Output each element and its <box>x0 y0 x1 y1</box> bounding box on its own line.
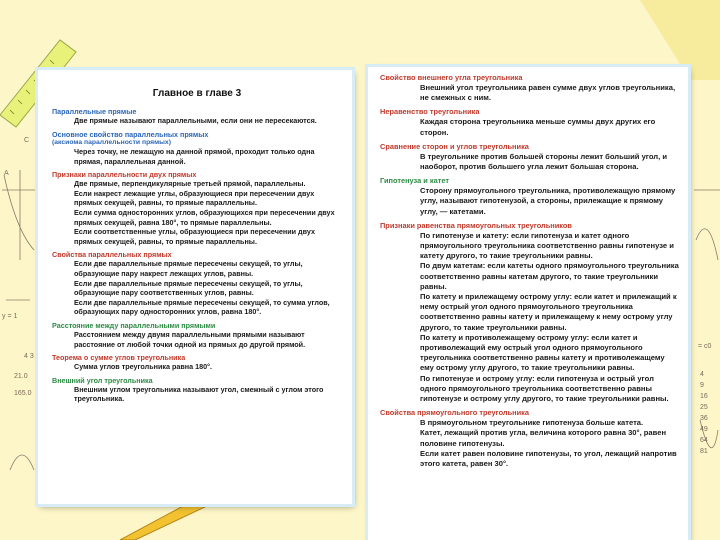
page-title: Главное в главе 3 <box>152 88 242 99</box>
deco-label: 21.0 <box>14 373 28 380</box>
deco-label: 9 <box>700 382 704 389</box>
section-exterior-angle <box>52 376 342 404</box>
deco-label: 81 <box>700 448 708 455</box>
section-exterior-angle-property <box>380 73 680 103</box>
right-page <box>368 67 688 540</box>
section-distance <box>52 321 342 349</box>
section-parallel-properties <box>52 250 342 317</box>
section-text: Если две параллельные прямые пересечены секущей, то углы, образующие пару соответственных углов, равны. <box>74 278 303 298</box>
deco-label: y = 1 <box>2 313 18 320</box>
section-text: Расстоянием между двумя параллельными прямыми называют расстояние от любой точки одной из прямых до другой прямой. <box>74 330 306 349</box>
graph-fragment-left <box>2 170 36 470</box>
section-heading: Параллельные прямые <box>52 107 137 116</box>
section-right-triangle-congruence <box>380 221 680 404</box>
section-text: Если накрест лежащие углы, образующиеся при пересечении двух прямых секущей, равны, то прямые параллельны. <box>74 188 315 208</box>
section-text: По катету и противолежащему острому углу: если катет и противолежащий ему острый угол одного прямоугольного треугольника соответственно равны катету и противолежащему ему острому углу другого, то такие треугольники равны. <box>420 332 665 373</box>
deco-label: = c0 <box>698 343 712 350</box>
section-text: В прямоугольном треугольнике гипотенуза больше катета. <box>420 418 644 428</box>
section-text: Катет, лежащий против угла, величина которого равна 30°, равен половине гипотенузы. <box>420 428 667 448</box>
section-hypotenuse-leg <box>380 176 680 217</box>
section-triangle-inequality <box>380 107 680 137</box>
section-heading: Признаки параллельности двух прямых <box>52 170 197 180</box>
section-heading: Расстояние между параллельными прямыми <box>52 321 216 330</box>
section-text: Если катет равен половине гипотенузы, то угол, лежащий напротив этого катета, равен 30°. <box>420 448 677 469</box>
deco-label: 4 <box>700 371 704 378</box>
section-heading: Неравенство треугольника <box>380 107 480 117</box>
section-text: Если сумма односторонних углов, образующихся при пересечении двух прямых секущей, равна 180°, то прямые параллельны. <box>74 208 335 227</box>
deco-label: 49 <box>700 426 708 433</box>
section-text: Внешним углом треугольника называют угол, смежный с углом этого треугольника. <box>74 384 324 404</box>
deco-label: 16 <box>700 393 708 400</box>
section-heading: Свойства параллельных прямых <box>52 250 172 260</box>
section-parallel-lines <box>52 107 342 126</box>
deco-label: 4 3 <box>24 353 34 360</box>
section-text: Две прямые, перпендикулярные третьей прямой, параллельны. <box>74 179 306 189</box>
section-text: Сумма углов треугольника равна 180°. <box>74 362 212 372</box>
section-heading: Свойства прямоугольного треугольника <box>380 408 529 418</box>
section-text: Две прямые называют параллельными, если они не пересекаются. <box>74 116 317 125</box>
section-parallel-criteria <box>52 170 342 246</box>
section-sides-angles <box>380 142 680 172</box>
deco-label: 64 <box>700 437 708 444</box>
section-subheading: (аксиома параллельности прямых) <box>52 138 171 146</box>
section-text: По катету и прилежащему острому углу: если катет и прилежащий к нему острый угол одного прямоугольного треугольника соответственно равны катету и прилежащему к нему острому углу другого, то такие треугольники равны. <box>420 292 677 332</box>
deco-label: 36 <box>700 415 708 422</box>
deco-label: A <box>4 170 9 177</box>
section-heading: Гипотенуза и катет <box>380 176 449 186</box>
section-parallel-axiom <box>52 130 342 167</box>
section-text: Если две параллельные прямые пересечены секущей, то сумма углов, образующих пару односторонних углов, равна 180°. <box>74 297 330 317</box>
section-text: Сторону прямоугольного треугольника, противолежащую прямому углу, называют гипотенузой, а стороны, прилежащие к прямому углу, — катетами. <box>420 186 676 216</box>
section-text: По гипотенузе и острому углу: если гипотенуза и острый угол одного прямоугольного треугольника соответственно равны гипотенузе и острому углу другого, то такие треугольники равны. <box>420 373 669 404</box>
left-page <box>38 70 352 504</box>
section-text: Внешний угол треугольника равен сумме двух углов треугольника, не смежных с ним. <box>420 83 676 103</box>
section-heading: Основное свойство параллельных прямых <box>52 129 209 139</box>
section-heading: Сравнение сторон и углов треугольника <box>380 141 529 151</box>
section-heading: Теорема о сумме углов треугольника <box>52 353 186 363</box>
section-angle-sum <box>52 353 342 372</box>
deco-label: 165.0 <box>14 390 32 397</box>
deco-label: 25 <box>700 404 708 411</box>
section-text: Если две параллельные прямые пересечены секущей, то углы, образующие пару накрест лежащих углов, равны. <box>74 259 303 279</box>
section-text: Каждая сторона треугольника меньше суммы двух других его сторон. <box>420 117 656 137</box>
section-text: Если соответственные углы, образующиеся при пересечении двух прямых секущей, равны, то прямые параллельны. <box>74 227 315 246</box>
section-right-triangle-properties <box>380 408 680 469</box>
section-text: По двум катетам: если катеты одного прямоугольного треугольника соответственно равны катетам другого, то такие треугольники равны. <box>420 261 679 291</box>
section-text: Через точку, не лежащую на данной прямой, проходит только одна прямая, параллельная данной. <box>74 147 315 166</box>
section-heading: Признаки равенства прямоугольных треугольников <box>380 220 572 230</box>
section-text: В треугольнике против большей стороны лежит больший угол, и наоборот, против большего угла лежит большая сторона. <box>420 151 668 172</box>
deco-label: C <box>24 137 30 144</box>
section-text: По гипотенузе и катету: если гипотенуза и катет одного прямоугольного треугольника соответственно равны гипотенузе и катету другого, то такие треугольники равны. <box>420 230 674 261</box>
section-heading: Внешний угол треугольника <box>52 375 153 385</box>
section-heading: Свойство внешнего угла треугольника <box>380 73 523 82</box>
